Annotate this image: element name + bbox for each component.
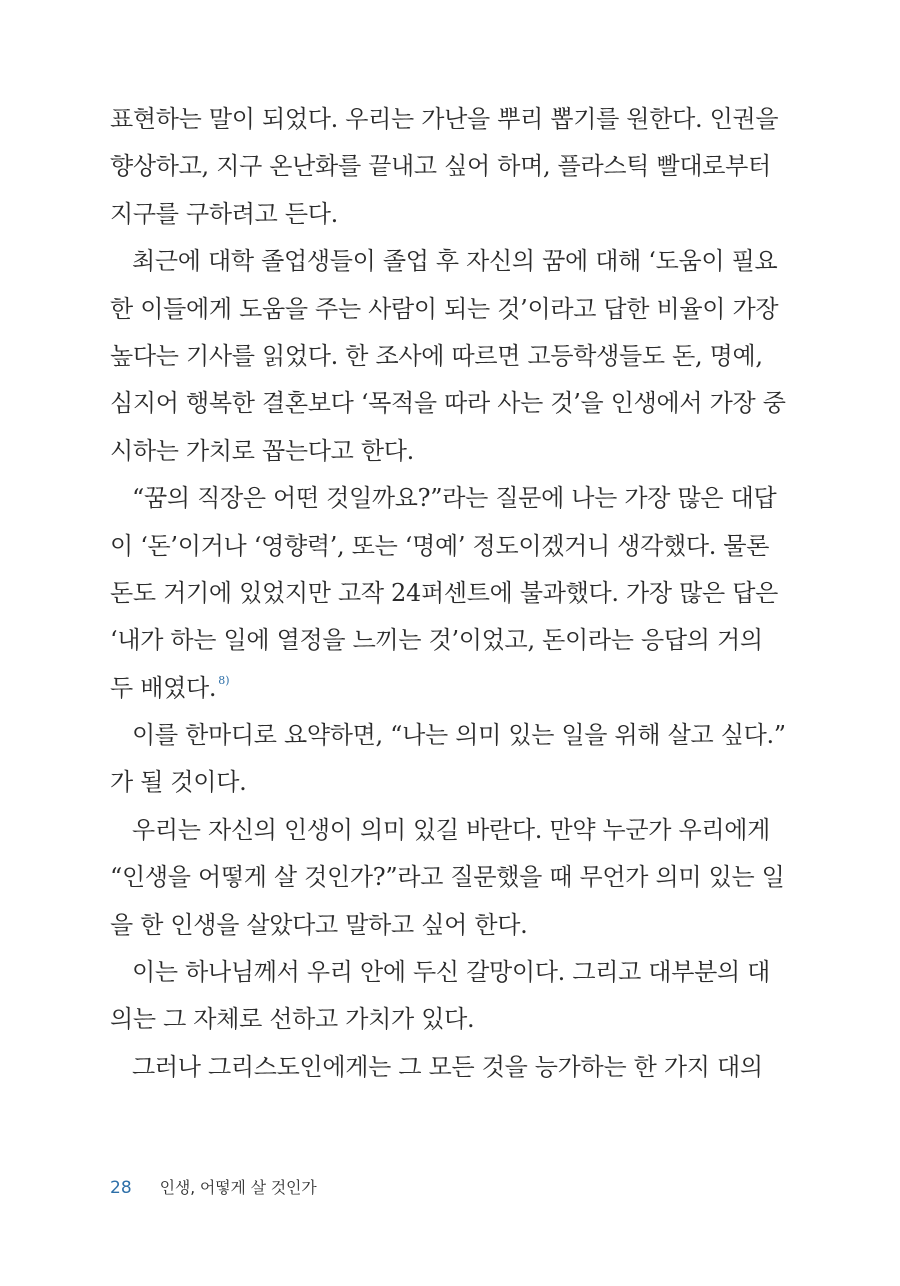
footnote-marker[interactable]: 8) [218,673,230,687]
text-line: 우리는 자신의 인생이 의미 있길 바란다. 만약 누군가 우리에게 [132,815,771,844]
text-line: 의는 그 자체로 선하고 가치가 있다. [110,1005,475,1034]
text-line: “꿈의 직장은 어떤 것일까요?”라는 질문에 나는 가장 많은 대답 [132,484,777,513]
text-line: 심지어 행복한 결혼보다 ‘목적을 따라 사는 것’을 인생에서 가장 중 [110,389,786,418]
paragraph [110,807,785,949]
text-line-content: 두 배였다. [110,673,217,702]
paragraph [110,1044,763,1091]
text-line: 이 ‘돈’이거나 ‘영향력’, 또는 ‘명예’ 정도이겠거니 생각했다. 물론 [110,531,770,560]
body-text [110,96,786,1091]
text-line: 최근에 대학 졸업생들이 졸업 후 자신의 꿈에 대해 ‘도움이 필요 [132,247,778,276]
running-title: 인생, 어떻게 살 것인가 [159,1178,317,1197]
text-line: 높다는 기사를 읽었다. 한 조사에 따르면 고등학생들도 돈, 명예, [110,341,763,370]
paragraph [110,949,771,1044]
text-line: 지구를 구하려고 든다. [110,199,338,228]
text-line: 그러나 그리스도인에게는 그 모든 것을 능가하는 한 가지 대의 [132,1052,763,1081]
text-line: 향상하고, 지구 온난화를 끝내고 싶어 하며, 플라스틱 빨대로부터 [110,152,771,181]
paragraph [110,96,779,238]
text-line: 을 한 인생을 살았다고 말하고 싶어 한다. [110,910,528,939]
paragraph [110,475,778,712]
text-line: 돈도 거기에 있었지만 고작 24퍼센트에 불과했다. 가장 많은 답은 [110,578,778,607]
text-line: “인생을 어떻게 살 것인가?”라고 질문했을 때 무언가 의미 있는 일 [110,863,785,892]
text-line: 이를 한마디로 요약하면, “나는 의미 있는 일을 위해 살고 싶다.” [132,721,786,750]
text-line: ‘내가 하는 일에 열정을 느끼는 것’이었고, 돈이라는 응답의 거의 [110,626,763,655]
text-line: 가 될 것이다. [110,768,247,797]
paragraph [110,238,786,475]
text-line: 표현하는 말이 되었다. 우리는 가난을 뿌리 뽑기를 원한다. 인권을 [110,105,779,133]
paragraph [110,712,786,807]
page-number: 28 [110,1178,132,1198]
text-line [110,665,732,712]
text-line: 시하는 가치로 꼽는다고 한다. [110,436,414,465]
page-footer [110,1176,317,1200]
text-line: 이는 하나님께서 우리 안에 두신 갈망이다. 그리고 대부분의 대 [132,958,771,987]
text-line: 한 이들에게 도움을 주는 사람이 되는 것’이라고 답한 비율이 가장 [110,294,779,323]
